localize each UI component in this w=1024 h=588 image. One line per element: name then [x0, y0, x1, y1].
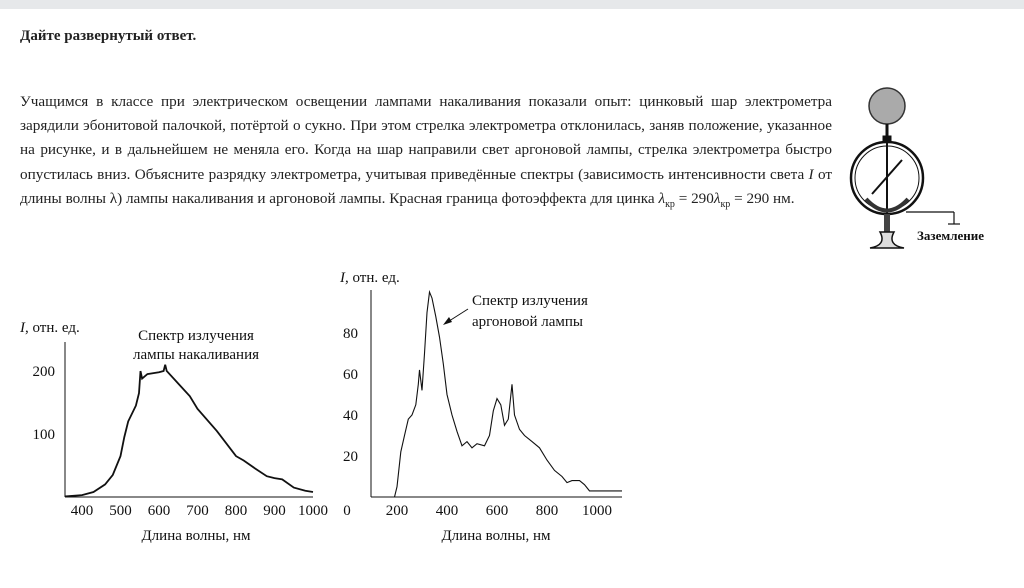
chart-title-line2: аргоновой лампы — [472, 314, 583, 330]
y-axis-label: I, отн. ед. — [20, 320, 80, 336]
chart-title-line1: Спектр излучения — [472, 293, 588, 309]
y-tick-label: 20 — [343, 449, 358, 465]
chart-title-line2: лампы накаливания — [132, 347, 260, 363]
chart-incandescent — [19, 320, 328, 544]
symbol-lambda: λ — [658, 189, 666, 207]
x-tick-label: 600 — [485, 503, 509, 519]
x-tick-label: 400 — [70, 503, 94, 519]
x-tick-label: 800 — [535, 503, 559, 519]
y-axis-label: I, отн. ед. — [340, 270, 400, 286]
y-tick-label: 200 — [32, 364, 55, 380]
y-tick-label: 80 — [343, 326, 358, 342]
x-tick-label: 400 — [435, 503, 459, 519]
x-tick-label: 800 — [224, 503, 248, 519]
subscript-kr: кр — [665, 198, 675, 210]
x-tick-label: 0 — [343, 503, 351, 519]
equation-part1: = 290 — [674, 189, 714, 207]
question-text-part1: Учащимся в классе при электрическом освещении лампами накаливания показали опыт: цинковый шар электрометра зарядили эбонитовой палочкой, потёртой о сукно. При этом стрелка электрометра отклонилась, заняв положение, указанное на рисунке, и в дальнейшем не меняла его. Когда на шар направили свет аргоновой лампы, стрелка электрометра быстро опустилась вниз. Объясните разрядку электрометра, учитывая приведённые спектры (зависимость интенсивности света — [20, 93, 832, 183]
question-text-part2: от длины волны λ) лампы накаливания и аргоновой лампы. Красная граница фотоэффекта для цинка — [20, 165, 833, 207]
y-tick-label: 40 — [343, 408, 358, 424]
series-line — [65, 365, 313, 497]
y-tick-label: 100 — [32, 427, 55, 443]
symbol-intensity: I — [808, 165, 814, 183]
x-tick-label: 500 — [109, 503, 132, 519]
x-tick-label: 700 — [186, 503, 209, 519]
x-axis-label: Длина волны, нм — [441, 528, 551, 544]
x-tick-label: 200 — [385, 503, 409, 519]
task-heading: Дайте развернутый ответ. — [20, 28, 197, 44]
chart-title-line1: Спектр излучения — [138, 328, 254, 344]
x-tick-label: 1000 — [582, 503, 612, 519]
y-tick-label: 60 — [343, 367, 358, 383]
x-tick-label: 900 — [263, 503, 286, 519]
equation-part2: = 290 нм. — [730, 189, 795, 207]
arrowhead-icon — [443, 317, 452, 325]
symbol-lambda-2: λ — [713, 189, 721, 207]
x-axis-label: Длина волны, нм — [141, 528, 251, 544]
x-tick-label: 1000 — [298, 503, 328, 519]
x-tick-label: 600 — [147, 503, 171, 519]
chart-argon — [339, 270, 622, 544]
subscript-kr-2: кр — [720, 198, 731, 210]
ground-label: Заземление — [917, 228, 985, 243]
